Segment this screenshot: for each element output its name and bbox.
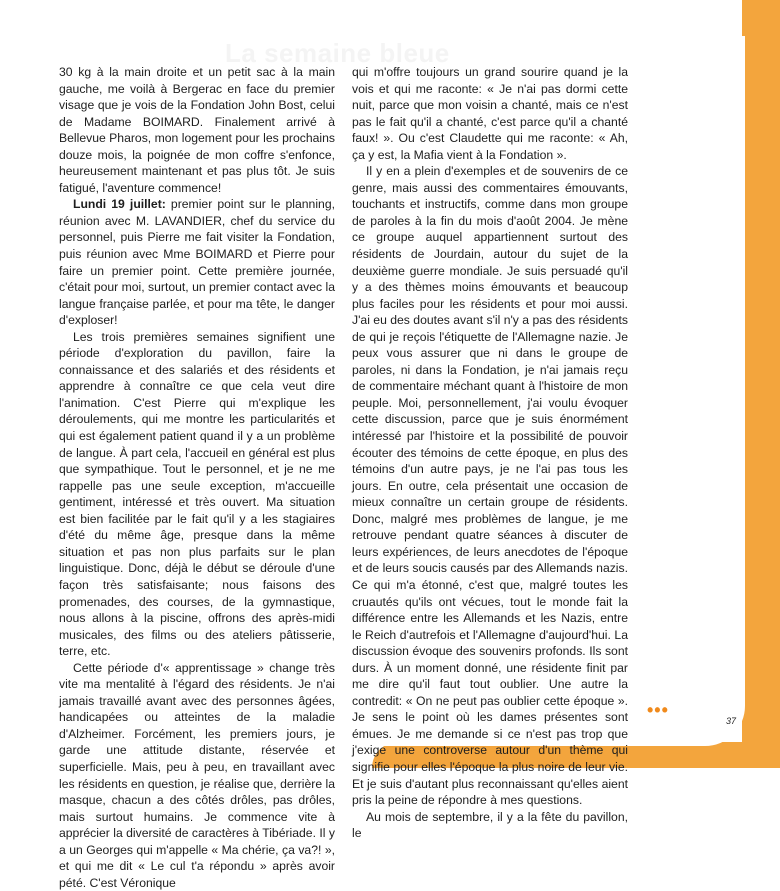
- paragraph: qui m'offre toujours un grand sourire quand je la vois et qui me raconte: « Je n'ai pas dormi cette nuit, parce que mon voisin a chanté, mais ce n'est pas le fait qu'il a chanté, c'est parce qu'il a chanté faux! ». Ou c'est Claudette qui me raconte: « Ah, ça y est, la Mafia vient à la Fondation ».: [352, 65, 628, 162]
- paragraph: Il y en a plein d'exemples et de souvenirs de ce genre, mais aussi des commentaires émouvants, touchants et instructifs, comme dans mon groupe de paroles à la fin du mois d'août 2004. Je mène ce groupe auquel appartiennent surtout des résidents de Jourdain, autour du sujet de la deuxième guerre mondiale. Je suis persuadé qu'il y a des thèmes moins émouvants et beaucoup plus faciles pour les résidents et pour moi aussi. J'ai eu des doutes avant s'il n'y a pas des résidents de qui je reçois l'étiquette de l'Allemagne nazie. Je peux vous assurer que ni dans le groupe de paroles, ni dans la Fondation, je n'ai jamais reçu de commentaire méchant quant à l'histoire de mon peuple. Moi, personnellement, j'ai voulu évoquer cette discussion, parce que je suis énormément intéressé par l'histoire et la possibilité de pouvoir écouter des témoins de cette époque, en plus des témoins d'un autre pays, je ne l'ai pas tous les jours. En outre, cela présentait une occasion de mieux connaître un certain groupe de résidents. Donc, malgré mes problèmes de langue, je me retrouve pendant quatre séances à discuter de leurs expériences, de leurs anecdotes de l'époque et de leurs soucis causés par des Allemands nazis. Ce qui m'a étonné, c'est que, malgré toutes les cruautés qu'ils ont vécues, tout le monde fait la différence entre les Allemands et les Nazis, entre le Reich d'autrefois et l'Allemagne d'aujourd'hui. La discussion évoque des souvenirs profonds. Ils sont durs. À un moment donné, une résidente finit par me dire qu'il faut tout oublier. Une autre la contredit: « On ne peut pas oublier cette époque ». Je sens le point où les dames présentes sont émues. Je me demande si ce n'est pas trop que j'exige une controverse autour d'un thème qui signifie pour elles l'époque la plus noire de leur vie. Et je suis d'autant plus reconnaissant qu'elles aient pris la peine de répondre à mes questions.: [352, 164, 628, 808]
- text-column-right: [352, 64, 628, 842]
- paragraph: Les trois premières semaines signifient une période d'exploration du pavillon, faire la connaissance et des salariés et des résidents et apprendre à connaître ce que cela veut dire l'animation. C'est Pierre qui m'explique les déroulements, qui me montre les particularités et qui est également patient quand il y a un problème de langue. À part cela, l'accueil en général est plus que sympathique. Tout le personnel, et je ne me rappelle pas une seule exception, m'accueille gentiment, intéressé et très ouvert. Ma situation est bien facilitée par le fait qu'il y a les stagiaires d'été du même âge, presque dans la même situation et pas non plus parfaits sur le plan linguistique. Donc, déjà le début se déroule d'une façon très satisfaisante; nous faisons des promenades, des courses, de la gymnastique, nous allons à la piscine, offrons des après-midi musicales, des films ou des ateliers pâtisserie, terre, etc.: [59, 329, 335, 659]
- text-column-left: [59, 64, 335, 891]
- decoration-dots: •••: [647, 700, 669, 720]
- paragraph: Cette période d'« apprentissage » change très vite ma mentalité à l'égard des résidents. Je n'ai jamais travaillé avant avec des personnes âgées, handicapées ou atteintes de la maladie d'Alzheimer. Forcément, les premiers jours, je garde une attitude distante, réservée et superficielle. Mais, peu à peu, en travaillant avec les résidents en question, je réalise que, derrière la masque, chacun a des côtés drôles, pas drôles, mais surtout humains. Je commence vite à apprécier la diversité de caractères à Tibériade. Il y a un Georges qui m'appelle « Ma chérie, ça va?! », et qui me dit « Le cul t'a répondu » après avoir pété. C'est Véronique: [59, 660, 335, 890]
- date-heading: Lundi 19 juillet:: [73, 197, 166, 212]
- paragraph: Au mois de septembre, il y a la fête du pavillon, le: [352, 809, 628, 841]
- paragraph-text: premier point sur le planning, réunion avec M. LAVANDIER, chef du service du personnel, puis Pierre me fait visiter la Fondation, puis réunion avec Mme BOIMARD et Pierre pour faire un premier point. Cette première journée, c'était pour moi, surtout, un premier contact avec la langue française parlée, et pour ma tête, le danger d'exploser!: [59, 197, 335, 328]
- background-title: La semaine bleue: [225, 38, 450, 68]
- page-number: 37: [726, 716, 737, 726]
- paragraph: 30 kg à la main droite et un petit sac à la main gauche, me voilà à Bergerac en face du premier visage que je vois de la Fondation John Bost, celui de Madame BOIMARD. Finalement arrivé à Bellevue Pharos, mon logement pour les prochains douze mois, la poignée de mon coffre s'enfonce, heureusement maintenant et pas plus tôt. Je suis fatigué, l'aventure commence!: [59, 65, 335, 195]
- orange-side-band: [742, 0, 780, 768]
- paragraph: [59, 196, 335, 328]
